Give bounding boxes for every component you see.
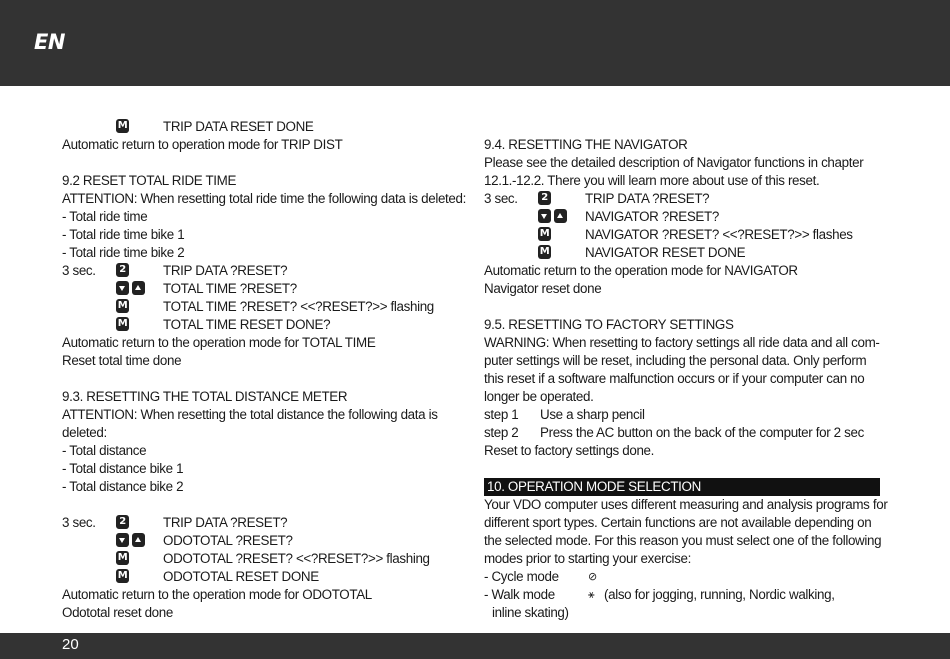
list-item: - Total distance bike 1 bbox=[62, 461, 184, 476]
step-row bbox=[484, 406, 884, 424]
button-2-icon bbox=[538, 191, 551, 205]
mode-button-icon bbox=[538, 245, 551, 259]
language-label: EN bbox=[34, 30, 65, 54]
paragraph-line: ATTENTION: When resetting total ride time the following data is deleted: bbox=[62, 191, 466, 206]
key-group bbox=[116, 281, 145, 295]
paragraph-line: deleted: bbox=[62, 425, 107, 440]
page-number: 20 bbox=[62, 636, 79, 653]
bike-mode-icon: ⊘ bbox=[588, 570, 597, 583]
button-2-icon bbox=[116, 263, 129, 277]
step-row bbox=[484, 424, 884, 442]
paragraph-line: Automatic return to the operation mode for TOTAL TIME bbox=[62, 335, 376, 350]
step-text: NAVIGATOR ?RESET? bbox=[585, 209, 719, 224]
button-2-icon bbox=[116, 515, 129, 529]
key-group bbox=[116, 515, 129, 529]
left-column bbox=[62, 118, 466, 622]
step-text: NAVIGATOR ?RESET? <<?RESET?>> flashes bbox=[585, 227, 853, 242]
section-heading: 9.2 RESET TOTAL RIDE TIME bbox=[62, 173, 237, 188]
paragraph-line: 12.1.-12.2. There you will learn more about use of this reset. bbox=[484, 173, 820, 188]
page-footer bbox=[0, 633, 950, 659]
step-text: Use a sharp pencil bbox=[540, 407, 645, 422]
step-text: TOTAL TIME ?RESET? <<?RESET?>> flashing bbox=[163, 299, 434, 314]
mode-label: - Walk mode bbox=[484, 587, 555, 602]
hold-duration: 3 sec. bbox=[484, 191, 518, 206]
mode-button-icon bbox=[116, 551, 129, 565]
paragraph-line: Reset total time done bbox=[62, 353, 182, 368]
step-number: step 2 bbox=[484, 425, 519, 440]
down-button-icon bbox=[116, 533, 129, 547]
paragraph-line: Automatic return to operation mode for TRIP DIST bbox=[62, 137, 343, 152]
step-text: ODOTOTAL RESET DONE bbox=[163, 569, 319, 584]
paragraph-line: Your VDO computer uses different measuring and analysis programs for bbox=[484, 497, 888, 512]
key-group bbox=[538, 245, 551, 259]
step-text: ODOTOTAL ?RESET? <<?RESET?>> flashing bbox=[163, 551, 430, 566]
key-group bbox=[116, 299, 129, 313]
paragraph-line: longer be operated. bbox=[484, 389, 594, 404]
paragraph-line: Navigator reset done bbox=[484, 281, 602, 296]
key-group bbox=[116, 119, 129, 133]
list-item: - Total ride time bbox=[62, 209, 148, 224]
up-button-icon bbox=[132, 533, 145, 547]
down-button-icon bbox=[116, 281, 129, 295]
step-text: Press the AC button on the back of the computer for 2 sec bbox=[540, 425, 864, 440]
mode-button-icon bbox=[116, 569, 129, 583]
paragraph-line: WARNING: When resetting to factory settings all ride data and all com- bbox=[484, 335, 880, 350]
step-number: step 1 bbox=[484, 407, 519, 422]
key-group bbox=[116, 317, 129, 331]
mode-button-icon bbox=[116, 119, 129, 133]
step-text: ODOTOTAL ?RESET? bbox=[163, 533, 293, 548]
mode-description: inline skating) bbox=[492, 605, 569, 620]
hold-duration: 3 sec. bbox=[62, 515, 96, 530]
key-group bbox=[538, 191, 551, 205]
mode-button-icon bbox=[538, 227, 551, 241]
mode-label: - Cycle mode bbox=[484, 569, 559, 584]
section-heading: 9.4. RESETTING THE NAVIGATOR bbox=[484, 137, 688, 152]
paragraph-line: Odototal reset done bbox=[62, 605, 173, 620]
up-button-icon bbox=[132, 281, 145, 295]
step-text: NAVIGATOR RESET DONE bbox=[585, 245, 746, 260]
key-group bbox=[538, 227, 551, 241]
paragraph-line: the selected mode. For this reason you must select one of the following bbox=[484, 533, 882, 548]
step-text: TRIP DATA RESET DONE bbox=[163, 119, 314, 134]
paragraph-line: different sport types. Certain functions are not available depending on bbox=[484, 515, 872, 530]
hold-duration: 3 sec. bbox=[62, 263, 96, 278]
paragraph-line: ATTENTION: When resetting the total distance the following data is bbox=[62, 407, 438, 422]
key-group bbox=[538, 209, 567, 223]
mode-description: (also for jogging, running, Nordic walking, bbox=[604, 587, 835, 602]
step-text: TRIP DATA ?RESET? bbox=[585, 191, 710, 206]
paragraph-line: Automatic return to the operation mode for NAVIGATOR bbox=[484, 263, 798, 278]
paragraph-line: Please see the detailed description of Navigator functions in chapter bbox=[484, 155, 864, 170]
paragraph-line: this reset if a software malfunction occurs or if your computer can no bbox=[484, 371, 865, 386]
paragraph-line: Automatic return to the operation mode for ODOTOTAL bbox=[62, 587, 372, 602]
section-title-bar: 10. OPERATION MODE SELECTION bbox=[484, 478, 880, 496]
mode-button-icon bbox=[116, 299, 129, 313]
up-button-icon bbox=[554, 209, 567, 223]
shoe-mode-icon: ⚹ bbox=[588, 588, 595, 601]
paragraph-line: puter settings will be reset, including the personal data. Only perform bbox=[484, 353, 867, 368]
list-item: - Total ride time bike 1 bbox=[62, 227, 185, 242]
page-header bbox=[0, 0, 950, 86]
down-button-icon bbox=[538, 209, 551, 223]
right-column bbox=[484, 136, 888, 622]
step-text: TRIP DATA ?RESET? bbox=[163, 263, 288, 278]
list-item: - Total ride time bike 2 bbox=[62, 245, 185, 260]
mode-button-icon bbox=[116, 317, 129, 331]
section-heading: 9.5. RESETTING TO FACTORY SETTINGS bbox=[484, 317, 734, 332]
step-text: TRIP DATA ?RESET? bbox=[163, 515, 288, 530]
list-item: - Total distance bbox=[62, 443, 147, 458]
paragraph-line: modes prior to starting your exercise: bbox=[484, 551, 691, 566]
step-text: TOTAL TIME ?RESET? bbox=[163, 281, 297, 296]
paragraph-line: Reset to factory settings done. bbox=[484, 443, 655, 458]
section-heading: 9.3. RESETTING THE TOTAL DISTANCE METER bbox=[62, 389, 348, 404]
step-text: TOTAL TIME RESET DONE? bbox=[163, 317, 331, 332]
key-group bbox=[116, 551, 129, 565]
list-item: - Total distance bike 2 bbox=[62, 479, 184, 494]
key-group bbox=[116, 263, 129, 277]
key-group bbox=[116, 569, 129, 583]
key-group bbox=[116, 533, 145, 547]
